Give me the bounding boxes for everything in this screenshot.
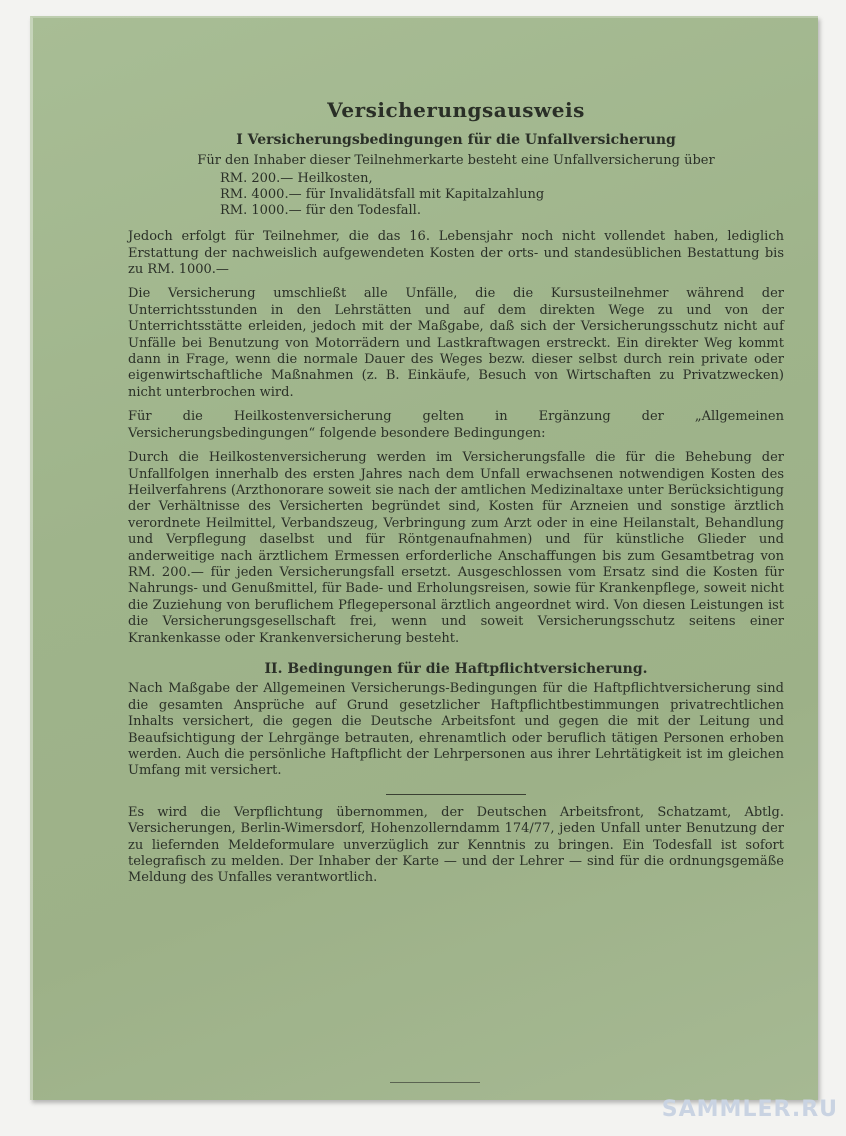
amount-item: RM. 4000.— für Invalidätsfall mit Kapitalzahlung [220,187,545,203]
amount-item: RM. 200.— Heilkosten, [220,171,373,187]
document-title: Versicherungsausweis [327,98,585,122]
section-divider [386,794,526,795]
amount-item: RM. 1000.— für den Todesfall. [220,203,421,219]
section1-heading: I Versicherungsbedingungen für die Unfallversicherung [236,132,676,149]
section2-paragraph: Nach Maßgabe der Allgemeinen Versicherungs-Bedingungen für die Haftpflichtversicherung sind die gesamten Ansprüche auf Grund gesetzlicher Haftpflichtbestimmungen privatrechtlichen Inhalts versichert, die gegen die Deutsche Arbeitsfont und gegen die mit der Leitung und Beaufsichtigung der Lehrgänge betrauten, ehrenamtlich oder beruflich tätigen Personen erhoben werden. Auch die persönliche Haftpflicht der Lehrpersonen aus ihrer Lehrtätigkeit ist im gleichen Umfang mit versichert. [128,681,784,779]
section1-paragraph: Für die Heilkostenversicherung gelten in Ergänzung der „Allgemeinen Versicherungsbedingungen“ folgende besondere Bedingungen: [128,409,784,441]
section1-paragraph: Durch die Heilkostenversicherung werden im Versicherungsfalle die für die Behebung der Unfallfolgen innerhalb des ersten Jahres nach dem Unfall erwachsenen notwendigen Kosten des Heilverfahrens (Arzthonorare soweit sie nach der amtlichen Medizinaltaxe unter Berücksichtigung der Verhältnisse des Versicherten begründet sind, Kosten für Arzneien und sonstige ärztlich verordnete Heilmittel, Verbandszeug, Verbringung zum Arzt oder in eine Heilanstalt, Behandlung und Verpflegung daselbst und für Röntgenaufnahmen) und für künstliche Glieder und anderweitige nach ärztlichem Ermessen erforderliche Anschaffungen bis zum Gesamtbetrag von RM. 200.— für jeden Versicherungsfall ersetzt. Ausgeschlossen vom Ersatz sind die Kosten für Nahrungs- und Genußmittel, für Bade- und Erholungsreisen, sowie für Krankenpflege, soweit nicht die Zuziehung von beruflichem Pflegepersonal ärztlich angeordnet wird. Von diesen Leistungen ist die Versicherungsgesellschaft frei, wenn und soweit Versicherungsschutz seitens einer Krankenkasse oder Krankenversicherung besteht. [128,450,784,646]
card-content [128,84,784,895]
footer-rule [390,1082,480,1083]
section2-heading: II. Bedingungen für die Haftpflichtversicherung. [264,660,648,677]
section1-paragraph: Die Versicherung umschließt alle Unfälle, die die Kursusteilnehmer während der Unterrichtsstunden in den Lehrstätten und auf dem direkten Wege zu und von der Unterrichtsstätte erleiden, jedoch mit der Maßgabe, daß sich der Versicherungsschutz nicht auf Unfälle bei Benutzung von Motorrädern und Lastkraftwagen erstreckt. Ein direkter Weg kommt dann in Frage, wenn die normale Dauer des Weges bezw. dieser selbst durch rein private oder eigenwirtschaftliche Maßnahmen (z. B. Einkäufe, Besuch von Wirtschaften zu Privatzwecken) nicht unterbrochen wird. [128,286,784,400]
insurance-card [30,16,818,1100]
section1-paragraph: Jedoch erfolgt für Teilnehmer, die das 16. Lebensjahr noch nicht vollendet haben, lediglich Erstattung der nachweislich aufgewendeten Kosten der orts- und standesüblichen Bestattung bis zu RM. 1000.— [128,229,784,278]
amounts-list [220,171,784,219]
closing-paragraph: Es wird die Verpflichtung übernommen, der Deutschen Arbeitsfront, Schatzamt, Abtlg. Versicherungen, Berlin-Wimersdorf, Hohenzollerndamm 174/77, jeden Unfall unter Benutzung der zu liefernden Meldeformulare unverzüglich zur Kenntnis zu bringen. Ein Todesfall ist sofort telegrafisch zu melden. Der Inhaber der Karte — und der Lehrer — sind für die ordnungsgemäße Meldung des Unfalles verantwortlich. [128,804,784,886]
section1-intro: Für den Inhaber dieser Teilnehmerkarte besteht eine Unfallversicherung über [197,152,715,168]
watermark-text: SAMMLER.RU [661,1097,838,1122]
